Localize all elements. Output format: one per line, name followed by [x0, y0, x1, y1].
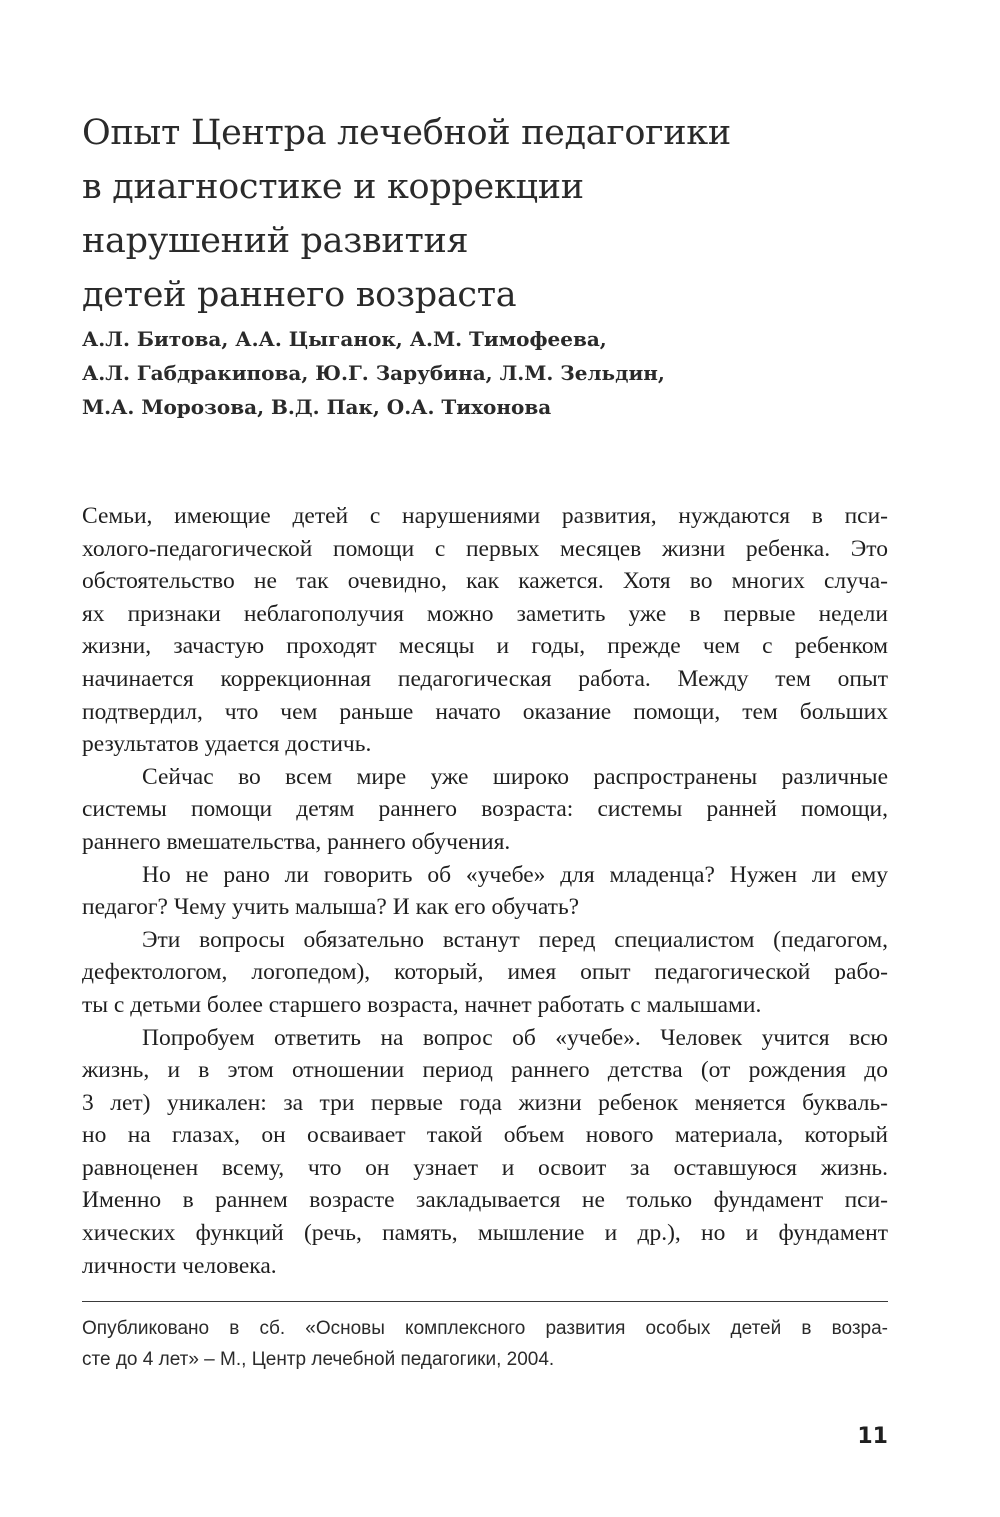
paragraph-1 [82, 500, 888, 761]
text-line: холого-педагогической помощи с первых месяцев жизни ребенка. Это [82, 535, 888, 562]
text-line: личности человека. [82, 1252, 277, 1279]
text-line: но на глазах, он осваивает такой объем нового материала, который [82, 1122, 888, 1149]
authors-line: М.А. Морозова, В.Д. Пак, О.А. Тихонова [82, 395, 552, 419]
text-line: Эти вопросы обязательно встанут перед специалистом (педагогом, [142, 926, 888, 953]
text-line: системы помощи детям раннего возраста: системы ранней помощи, [82, 796, 888, 823]
title-line: детей раннего возраста [82, 275, 517, 315]
text-line: ты с детьми более старшего возраста, начнет работать с малышами. [82, 991, 762, 1018]
authors-line: А.Л. Битова, А.А. Цыганок, А.М. Тимофеева, [82, 327, 607, 351]
text-line: 3 лет) уникален: за три первые года жизни ребенок меняется букваль- [82, 1089, 888, 1116]
title-line: Опыт Центра лечебной педагогики [82, 113, 731, 153]
text-line: Попробуем ответить на вопрос об «учебе». Человек учится всю [142, 1024, 888, 1051]
text-line: жизнь, и в этом отношении период раннего детства (от рождения до [82, 1057, 888, 1084]
paragraph-4 [82, 924, 888, 1022]
title-line: в диагностике и коррекции [82, 167, 584, 207]
text-line: раннего вмешательства, раннего обучения. [82, 828, 511, 855]
article-body [82, 500, 888, 1282]
paragraph-2 [82, 761, 888, 859]
paragraph-3 [82, 859, 888, 924]
text-line: педагог? Чему учить малыша? И как его обучать? [82, 894, 580, 921]
book-page [82, 0, 888, 1517]
footnote-line: Опубликовано в сб. «Основы комплексного развития особых детей в возра- [82, 1318, 888, 1339]
article-title [82, 106, 888, 322]
footnote [82, 1313, 888, 1375]
text-line: результатов удается достичь. [82, 731, 372, 758]
text-line: начинается коррекционная педагогическая работа. Между тем опыт [82, 665, 888, 692]
authors-list [82, 322, 888, 424]
page-number: 11 [857, 1424, 888, 1449]
text-line: дефектологом, логопедом), который, имея опыт педагогической рабо- [82, 959, 888, 986]
text-line: обстоятельство не так очевидно, как кажется. Хотя во многих случа- [82, 568, 888, 595]
text-line: подтвердил, что чем раньше начато оказание помощи, тем больших [82, 698, 888, 725]
text-line: Семьи, имеющие детей с нарушениями развития, нуждаются в пси- [82, 503, 888, 529]
text-line: Именно в раннем возрасте закладывается не только фундамент пси- [82, 1187, 888, 1214]
footnote-line: сте до 4 лет» – М., Центр лечебной педагогики, 2004. [82, 1349, 555, 1370]
paragraph-5 [82, 1022, 888, 1283]
title-line: нарушений развития [82, 221, 469, 261]
authors-line: А.Л. Габдракипова, Ю.Г. Зарубина, Л.М. Зельдин, [82, 361, 665, 385]
text-line: Сейчас во всем мире уже широко распространены различные [142, 763, 888, 790]
text-line: хических функций (речь, память, мышление и др.), но и фундамент [82, 1220, 888, 1247]
text-line: Но не рано ли говорить об «учебе» для младенца? Нужен ли ему [142, 861, 888, 888]
text-line: ях признаки неблагополучия можно заметить уже в первые недели [82, 600, 888, 627]
footnote-divider [82, 1301, 888, 1302]
text-line: жизни, зачастую проходят месяцы и годы, прежде чем с ребенком [82, 633, 888, 660]
text-line: равноценен всему, что он узнает и освоит за оставшуюся жизнь. [82, 1154, 888, 1181]
